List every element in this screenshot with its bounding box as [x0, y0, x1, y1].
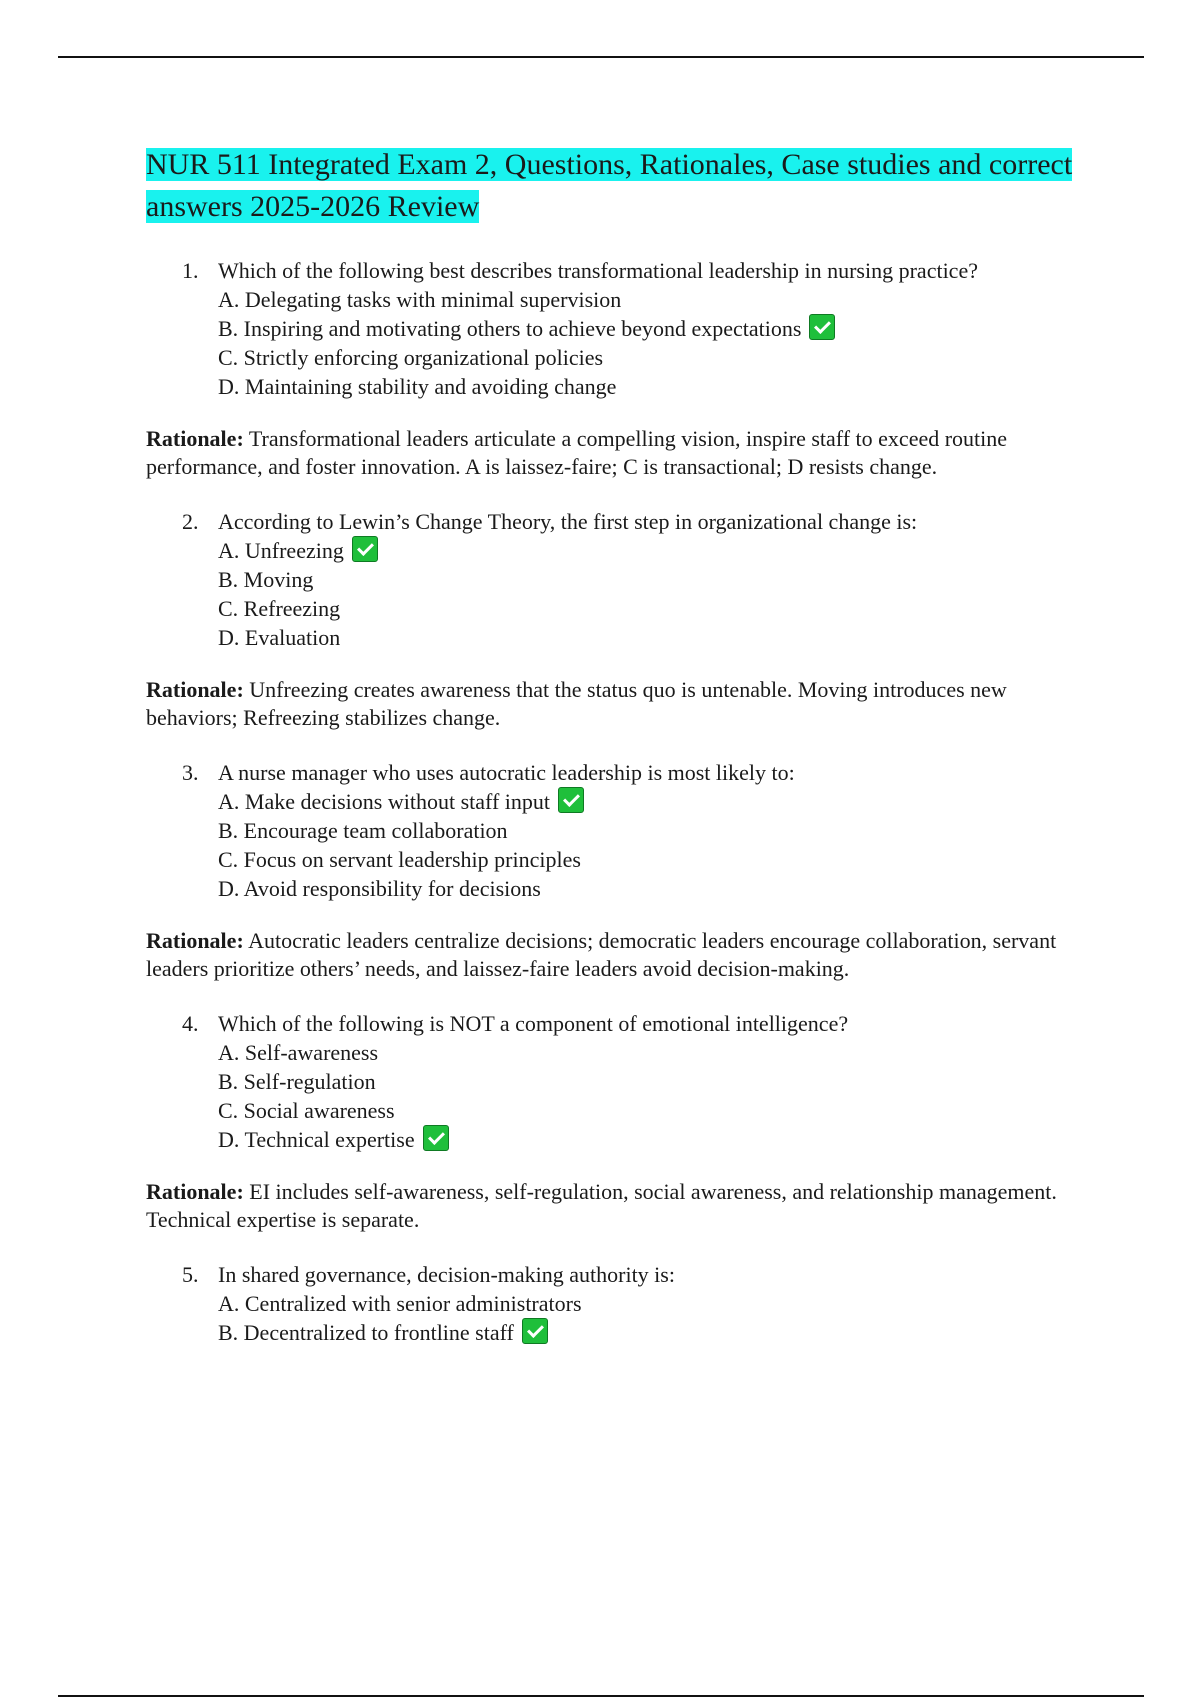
- check-mark-icon: [558, 787, 584, 813]
- answer-option: [218, 1067, 1086, 1096]
- rationale-paragraph: [146, 676, 1086, 732]
- rationale-paragraph: [146, 1178, 1086, 1234]
- question-block: [146, 758, 1086, 983]
- rationale-label: Rationale:: [146, 928, 244, 953]
- question-block: [146, 1009, 1086, 1234]
- question-number: 5.: [182, 1262, 199, 1287]
- answer-option: [218, 536, 1086, 565]
- rationale-text: Unfreezing creates awareness that the status quo is untenable. Moving introduces new behaviors; Refreezing stabilizes change.: [146, 677, 1007, 730]
- answer-option: [218, 1038, 1086, 1067]
- answer-option: [218, 787, 1086, 816]
- answer-option-text: B. Encourage team collaboration: [218, 818, 508, 843]
- answer-options: [146, 1289, 1086, 1347]
- answer-option: [218, 314, 1086, 343]
- answer-option-text: B. Moving: [218, 567, 314, 592]
- rationale-paragraph: [146, 927, 1086, 983]
- question-text: [146, 256, 1086, 285]
- answer-options: [146, 787, 1086, 903]
- rationale-label: Rationale:: [146, 677, 244, 702]
- answer-option: [218, 372, 1086, 401]
- question-block: [146, 256, 1086, 481]
- rationale-text: Transformational leaders articulate a compelling vision, inspire staff to exceed routine performance, and foster innovation. A is laissez-faire; C is transactional; D resists change.: [146, 426, 1008, 479]
- answer-option-text: A. Make decisions without staff input: [218, 789, 550, 814]
- question-stem: A nurse manager who uses autocratic leadership is most likely to:: [218, 760, 795, 785]
- check-mark-icon: [423, 1125, 449, 1151]
- answer-option-text: A. Centralized with senior administrators: [218, 1291, 582, 1316]
- question-text: [146, 1009, 1086, 1038]
- answer-option: [218, 845, 1086, 874]
- question-number: 1.: [182, 258, 199, 283]
- question-stem: Which of the following best describes transformational leadership in nursing practice?: [218, 258, 978, 283]
- answer-option: [218, 565, 1086, 594]
- answer-option-text: B. Self-regulation: [218, 1069, 376, 1094]
- answer-option: [218, 623, 1086, 652]
- check-mark-icon: [522, 1318, 548, 1344]
- answer-options: [146, 536, 1086, 652]
- answer-option: [218, 594, 1086, 623]
- rationale-paragraph: [146, 425, 1086, 481]
- answer-option: [218, 1125, 1086, 1154]
- document-title: NUR 511 Integrated Exam 2, Questions, Rationales, Case studies and correct answers 2025-2026 Review: [146, 148, 1073, 223]
- answer-option-text: A. Unfreezing: [218, 538, 344, 563]
- question-text: [146, 507, 1086, 536]
- answer-option: [218, 1289, 1086, 1318]
- answer-option: [218, 816, 1086, 845]
- question-block: [146, 507, 1086, 732]
- question-stem: Which of the following is NOT a component of emotional intelligence?: [218, 1011, 849, 1036]
- question-text: [146, 758, 1086, 787]
- answer-option-text: D. Avoid responsibility for decisions: [218, 876, 541, 901]
- rationale-label: Rationale:: [146, 1179, 244, 1204]
- check-mark-icon: [352, 536, 378, 562]
- rationale-label: Rationale:: [146, 426, 244, 451]
- question-stem: In shared governance, decision-making authority is:: [218, 1262, 675, 1287]
- answer-option: [218, 874, 1086, 903]
- answer-option: [218, 285, 1086, 314]
- question-number: 3.: [182, 760, 199, 785]
- question-number: 2.: [182, 509, 199, 534]
- header-rule: [58, 56, 1144, 58]
- answer-option-text: A. Self-awareness: [218, 1040, 379, 1065]
- answer-option-text: D. Evaluation: [218, 625, 341, 650]
- rationale-text: Autocratic leaders centralize decisions; democratic leaders encourage collaboration, servant leaders prioritize others’ needs, and laissez-faire leaders avoid decision-making.: [146, 928, 1057, 981]
- answer-option-text: D. Maintaining stability and avoiding change: [218, 374, 617, 399]
- question-text: [146, 1260, 1086, 1289]
- answer-option-text: B. Decentralized to frontline staff: [218, 1320, 514, 1345]
- question-stem: According to Lewin’s Change Theory, the first step in organizational change is:: [218, 509, 918, 534]
- question-list: [146, 256, 1086, 1347]
- answer-option: [218, 1318, 1086, 1347]
- question-number: 4.: [182, 1011, 199, 1036]
- answer-option-text: C. Strictly enforcing organizational policies: [218, 345, 604, 370]
- answer-option: [218, 343, 1086, 372]
- answer-option-text: C. Focus on servant leadership principles: [218, 847, 581, 872]
- answer-option-text: A. Delegating tasks with minimal supervision: [218, 287, 622, 312]
- answer-options: [146, 285, 1086, 401]
- question-block: [146, 1260, 1086, 1347]
- footer-rule: [58, 1695, 1144, 1697]
- check-mark-icon: [809, 314, 835, 340]
- answer-option-text: B. Inspiring and motivating others to achieve beyond expectations: [218, 316, 802, 341]
- answer-options: [146, 1038, 1086, 1154]
- answer-option-text: D. Technical expertise: [218, 1127, 415, 1152]
- answer-option: [218, 1096, 1086, 1125]
- answer-option-text: C. Social awareness: [218, 1098, 395, 1123]
- rationale-text: EI includes self-awareness, self-regulation, social awareness, and relationship management. Technical expertise is separate.: [146, 1179, 1057, 1232]
- answer-option-text: C. Refreezing: [218, 596, 341, 621]
